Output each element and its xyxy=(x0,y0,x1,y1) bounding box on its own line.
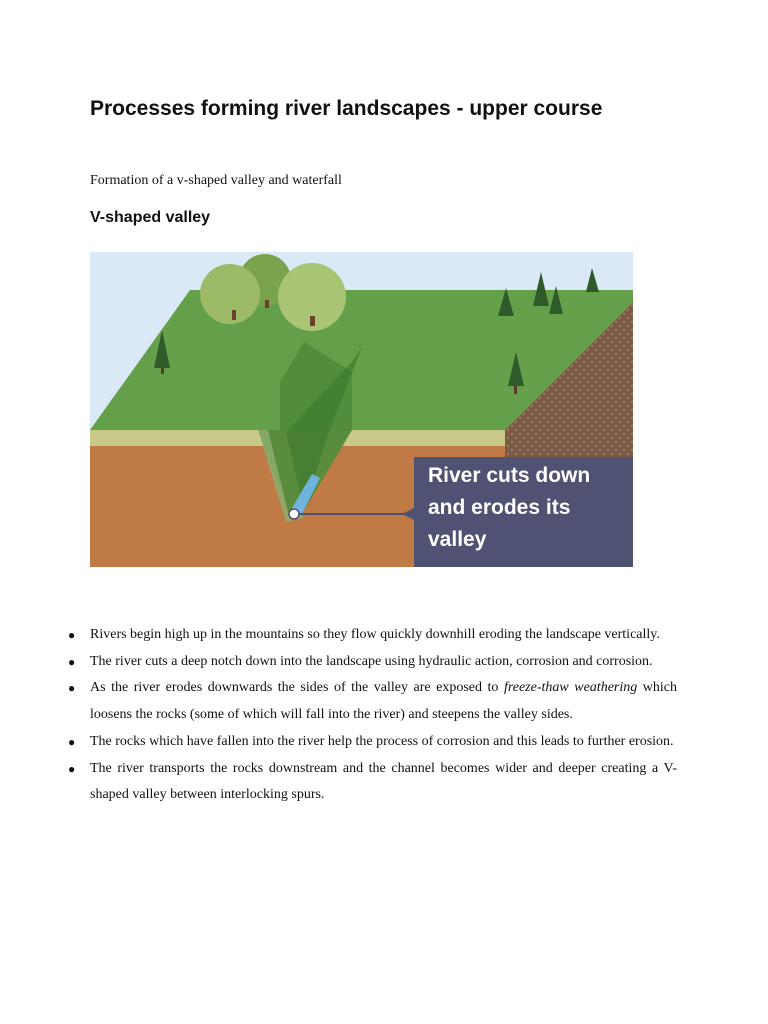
list-item: ● As the river erodes downwards the sides of the valley are exposed to freeze-thaw weathering which loosens the rocks (some of which will fall into the river) and steepens the valley sides. xyxy=(90,675,677,728)
bullet-icon: ● xyxy=(68,628,76,642)
v-shaped-valley-diagram xyxy=(90,252,633,567)
list-item: ● Rivers begin high up in the mountains so they flow quickly downhill eroding the landscape vertically. xyxy=(90,622,677,649)
bullet-icon: ● xyxy=(68,734,76,749)
page-title: Processes forming river landscapes - upper course xyxy=(90,97,603,120)
bullet-list xyxy=(68,622,678,809)
bullet-icon: ● xyxy=(68,654,76,669)
list-item: ● The river cuts a deep notch down into the landscape using hydraulic action, corrosion and corrosion. xyxy=(90,649,677,676)
page-subtitle: Formation of a v-shaped valley and waterfall xyxy=(90,173,342,188)
bullet-icon: ● xyxy=(68,761,76,776)
section-heading: V-shaped valley xyxy=(90,209,211,226)
diagram-caption: River cuts down and erodes its valley xyxy=(428,464,591,551)
list-item: ● The rocks which have fallen into the river help the process of corrosion and this leads to further erosion. xyxy=(90,729,677,756)
bullet-icon: ● xyxy=(68,681,76,696)
pointer-dot xyxy=(289,509,299,519)
list-item: ● The river transports the rocks downstream and the channel becomes wider and deeper creating a V-shaped valley between interlocking spurs. xyxy=(90,756,677,809)
freeze-thaw-term: freeze-thaw weathering xyxy=(503,680,638,696)
